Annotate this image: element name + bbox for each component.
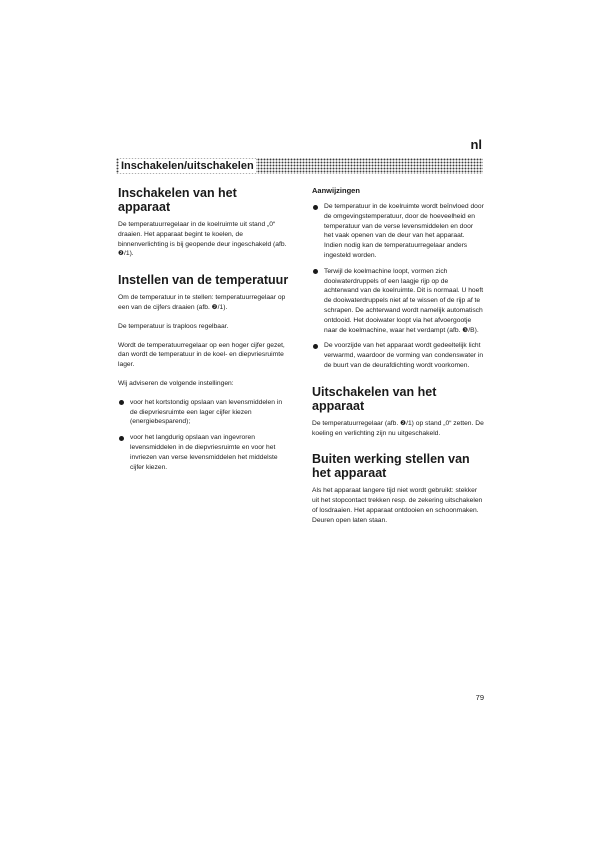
paragraph-stepless: De temperatuur is traploos regelbaar. xyxy=(118,322,229,330)
list-item xyxy=(312,267,484,336)
heading-switch-off: Uitschakelen van het apparaat xyxy=(312,384,437,413)
left-column xyxy=(118,186,290,481)
list-item xyxy=(312,202,484,261)
list-item xyxy=(118,433,290,472)
heading-switch-on: Inschakelen van het apparaat xyxy=(118,186,237,214)
list-item-text: voor het langdurig opslaan van ingevroren levensmiddelen in de diepvriesruimte en voor het invriezen van verse levensmiddelen het middelste cijfer kiezen. xyxy=(130,434,278,471)
paragraph-switch-off: De temperatuurregelaar (afb. ❷/1) op stand „0“ zetten. De koeling en verlichting zijn nu uitgeschakeld. xyxy=(312,419,484,437)
paragraph-set-temperature: Om de temperatuur in te stellen: temperatuurregelaar op een van de cijfers draaien (afb. ❷/1). xyxy=(118,294,286,311)
bullet-icon xyxy=(119,436,124,441)
page-number: 79 xyxy=(475,693,484,702)
list-item-text: De temperatuur in de koelruimte wordt beïnvloed door de omgevingstemperatuur, door de hoeveelheid en temperatuur van de verse levensmiddelen en door het vaak openen van de deur van het apparaat. Indien nodig kan de temperatuurregelaar anders ingesteld worden. xyxy=(324,203,484,259)
bullet-icon xyxy=(313,205,318,210)
heading-decommission: Buiten werking stellen van het apparaat xyxy=(312,452,470,481)
list-item xyxy=(312,341,484,370)
heading-set-temperature: Instellen van de temperatuur xyxy=(118,273,289,288)
list-item-text: De voorzijde van het apparaat wordt gedeeltelijk licht verwarmd, waardoor de vorming van condenswater in de buurt van de deurafdichting wordt voorkomen. xyxy=(324,342,484,369)
bullet-icon xyxy=(119,400,124,405)
bullet-icon xyxy=(313,344,318,349)
paragraph-recommend: Wij adviseren de volgende instellingen: xyxy=(118,379,234,387)
list-item-text: Terwijl de koelmachine loopt, vormen zich dooiwaterdruppels of een laagje rijp op de achterwand van de koelruimte. Dit is normaal. U hoeft de dooiwaterdruppels niet af te wissen of de rijp af te schrapen. De achterwand wordt namelijk automatisch ontdooid. Het dooiwater loopt via het afvoergootje naar de koelmachine, waar het verdampt (afb. ❸/B). xyxy=(324,267,484,334)
notes-subheading: Aanwijzingen xyxy=(312,186,360,195)
language-tag: nl xyxy=(470,137,482,152)
right-column xyxy=(312,186,484,535)
section-banner xyxy=(116,158,483,174)
banner-title: Inschakelen/uitschakelen xyxy=(121,160,254,172)
paragraph-switch-on: De temperatuurregelaar in de koelruimte uit stand „0“ draaien. Het apparaat begint te koelen, de binnenverlichting is bij geopende deur ingeschakeld (afb. ❷/1). xyxy=(118,221,287,258)
list-item xyxy=(118,398,290,427)
paragraph-higher-number: Wordt de temperatuurregelaar op een hoger cijfer gezet, dan wordt de temperatuur in de koel- en diepvriesruimte lager. xyxy=(118,341,285,369)
bullet-icon xyxy=(313,269,318,274)
paragraph-decommission: Als het apparaat langere tijd niet wordt gebruikt: stekker uit het stopcontact trekken resp. de zekering uitschakelen of losdraaien. Het apparaat ontdooien en schoonmaken. Deuren open laten staan. xyxy=(312,487,483,524)
notes-list xyxy=(312,202,484,371)
list-item-text: voor het kortstondig opslaan van levensmiddelen in de diepvriesruimte een lager cijfer kiezen (energiebesparend); xyxy=(130,398,283,426)
recommend-list xyxy=(118,398,290,473)
